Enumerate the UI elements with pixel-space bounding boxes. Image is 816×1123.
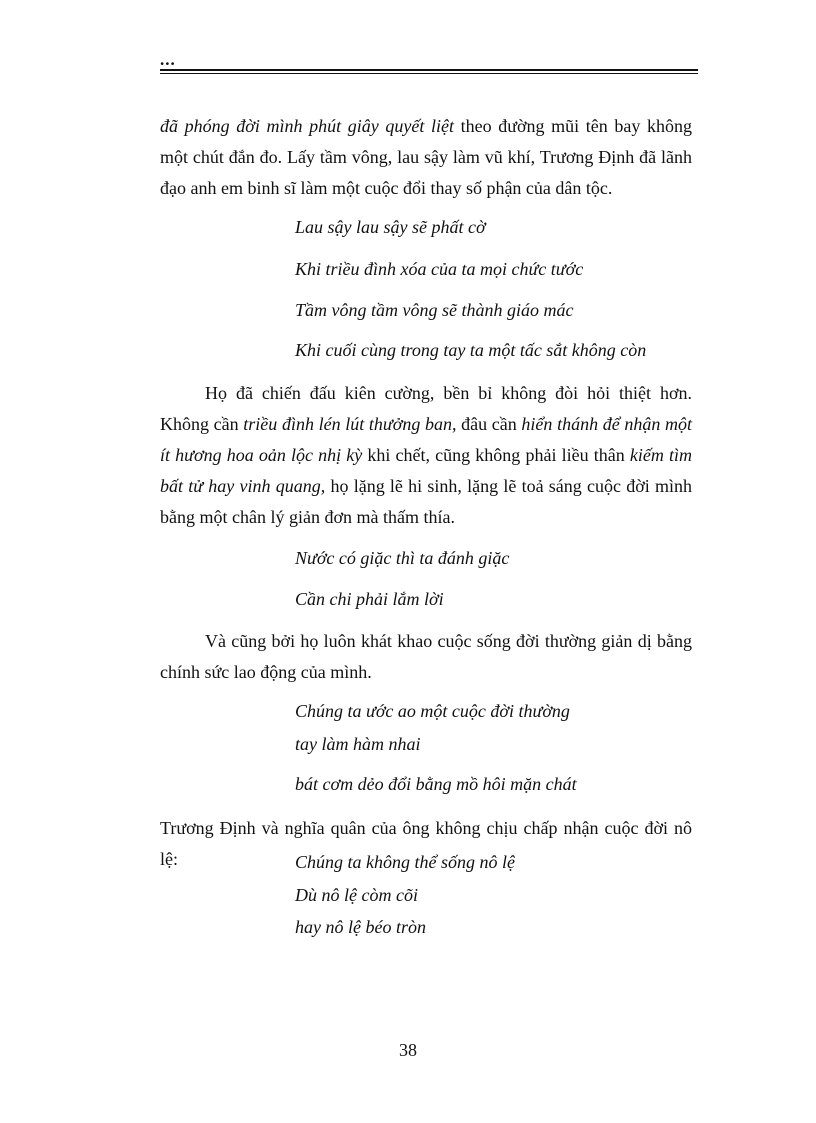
p1-text: theo đường mũi tên bay không một chút đắn đo. Lấy tầm vông, lau sậy làm vũ khí, Trương Định đã lãnh đạo anh em binh sĩ làm một cuộc đổi thay số phận của dân tộc. <box>160 116 693 198</box>
header-rule-thin <box>160 73 698 74</box>
p2-italic-1: triều đình lén lút thưởng ban <box>243 414 452 434</box>
verse-line: Chúng ta ước ao một cuộc đời thường <box>295 701 570 721</box>
verse-line: Tầm vông tầm vông sẽ thành giáo mác <box>295 300 574 320</box>
p1-italic: đã phóng đời mình phút giây quyết liệt <box>160 116 454 136</box>
page-number: 38 <box>399 1040 417 1060</box>
verse-line: bát cơm dẻo đổi bằng mồ hôi mặn chát <box>295 774 577 794</box>
verse-line: Khi cuối cùng trong tay ta một tấc sắt không còn <box>295 340 647 360</box>
p2-text-2: , đâu cần <box>451 414 522 434</box>
verse-line: Dù nô lệ còm cõi <box>295 885 418 905</box>
header-rule-thick <box>160 69 698 71</box>
verse-line: Nước có giặc thì ta đánh giặc <box>295 548 510 568</box>
paragraph-4: Trương Định và nghĩa quân của ông không chịu chấp nhận cuộc đời nô lệ: <box>160 818 692 869</box>
p2-text-1: Họ đã chiến đấu kiên cường, bền bỉ không đòi hỏi thiệt hơn. Không cần <box>160 383 692 434</box>
verse-line: tay làm hàm nhai <box>295 734 421 754</box>
p2-italic-2: hiển thánh để nhận một ít hương hoa oản lộc nhị kỳ <box>160 414 693 465</box>
paragraph-3: Và cũng bởi họ luôn khát khao cuộc sống đời thường giản dị bằng chính sức lao động của mình. <box>160 631 692 682</box>
verse-line: Cần chi phải lắm lời <box>295 589 444 609</box>
paragraph-1 <box>160 111 692 204</box>
p2-italic-3: kiếm tìm bất tử hay vinh quang, <box>160 445 692 496</box>
paragraph-2 <box>160 378 692 533</box>
verse-line: Chúng ta không thể sống nô lệ <box>295 852 515 872</box>
p2-text-3: khi chết, cũng không phải liều thân <box>362 445 630 465</box>
verse-line: hay nô lệ béo tròn <box>295 917 426 937</box>
p2-text-4: họ lặng lẽ hi sinh, lặng lẽ toả sáng cuộc đời mình bằng một chân lý giản đơn mà thấm thía. <box>160 476 692 527</box>
verse-line: Lau sậy lau sậy sẽ phất cờ <box>295 217 486 237</box>
verse-line: Khi triều đình xóa của ta mọi chức tước <box>295 259 584 279</box>
header-mark: ... <box>160 50 176 69</box>
